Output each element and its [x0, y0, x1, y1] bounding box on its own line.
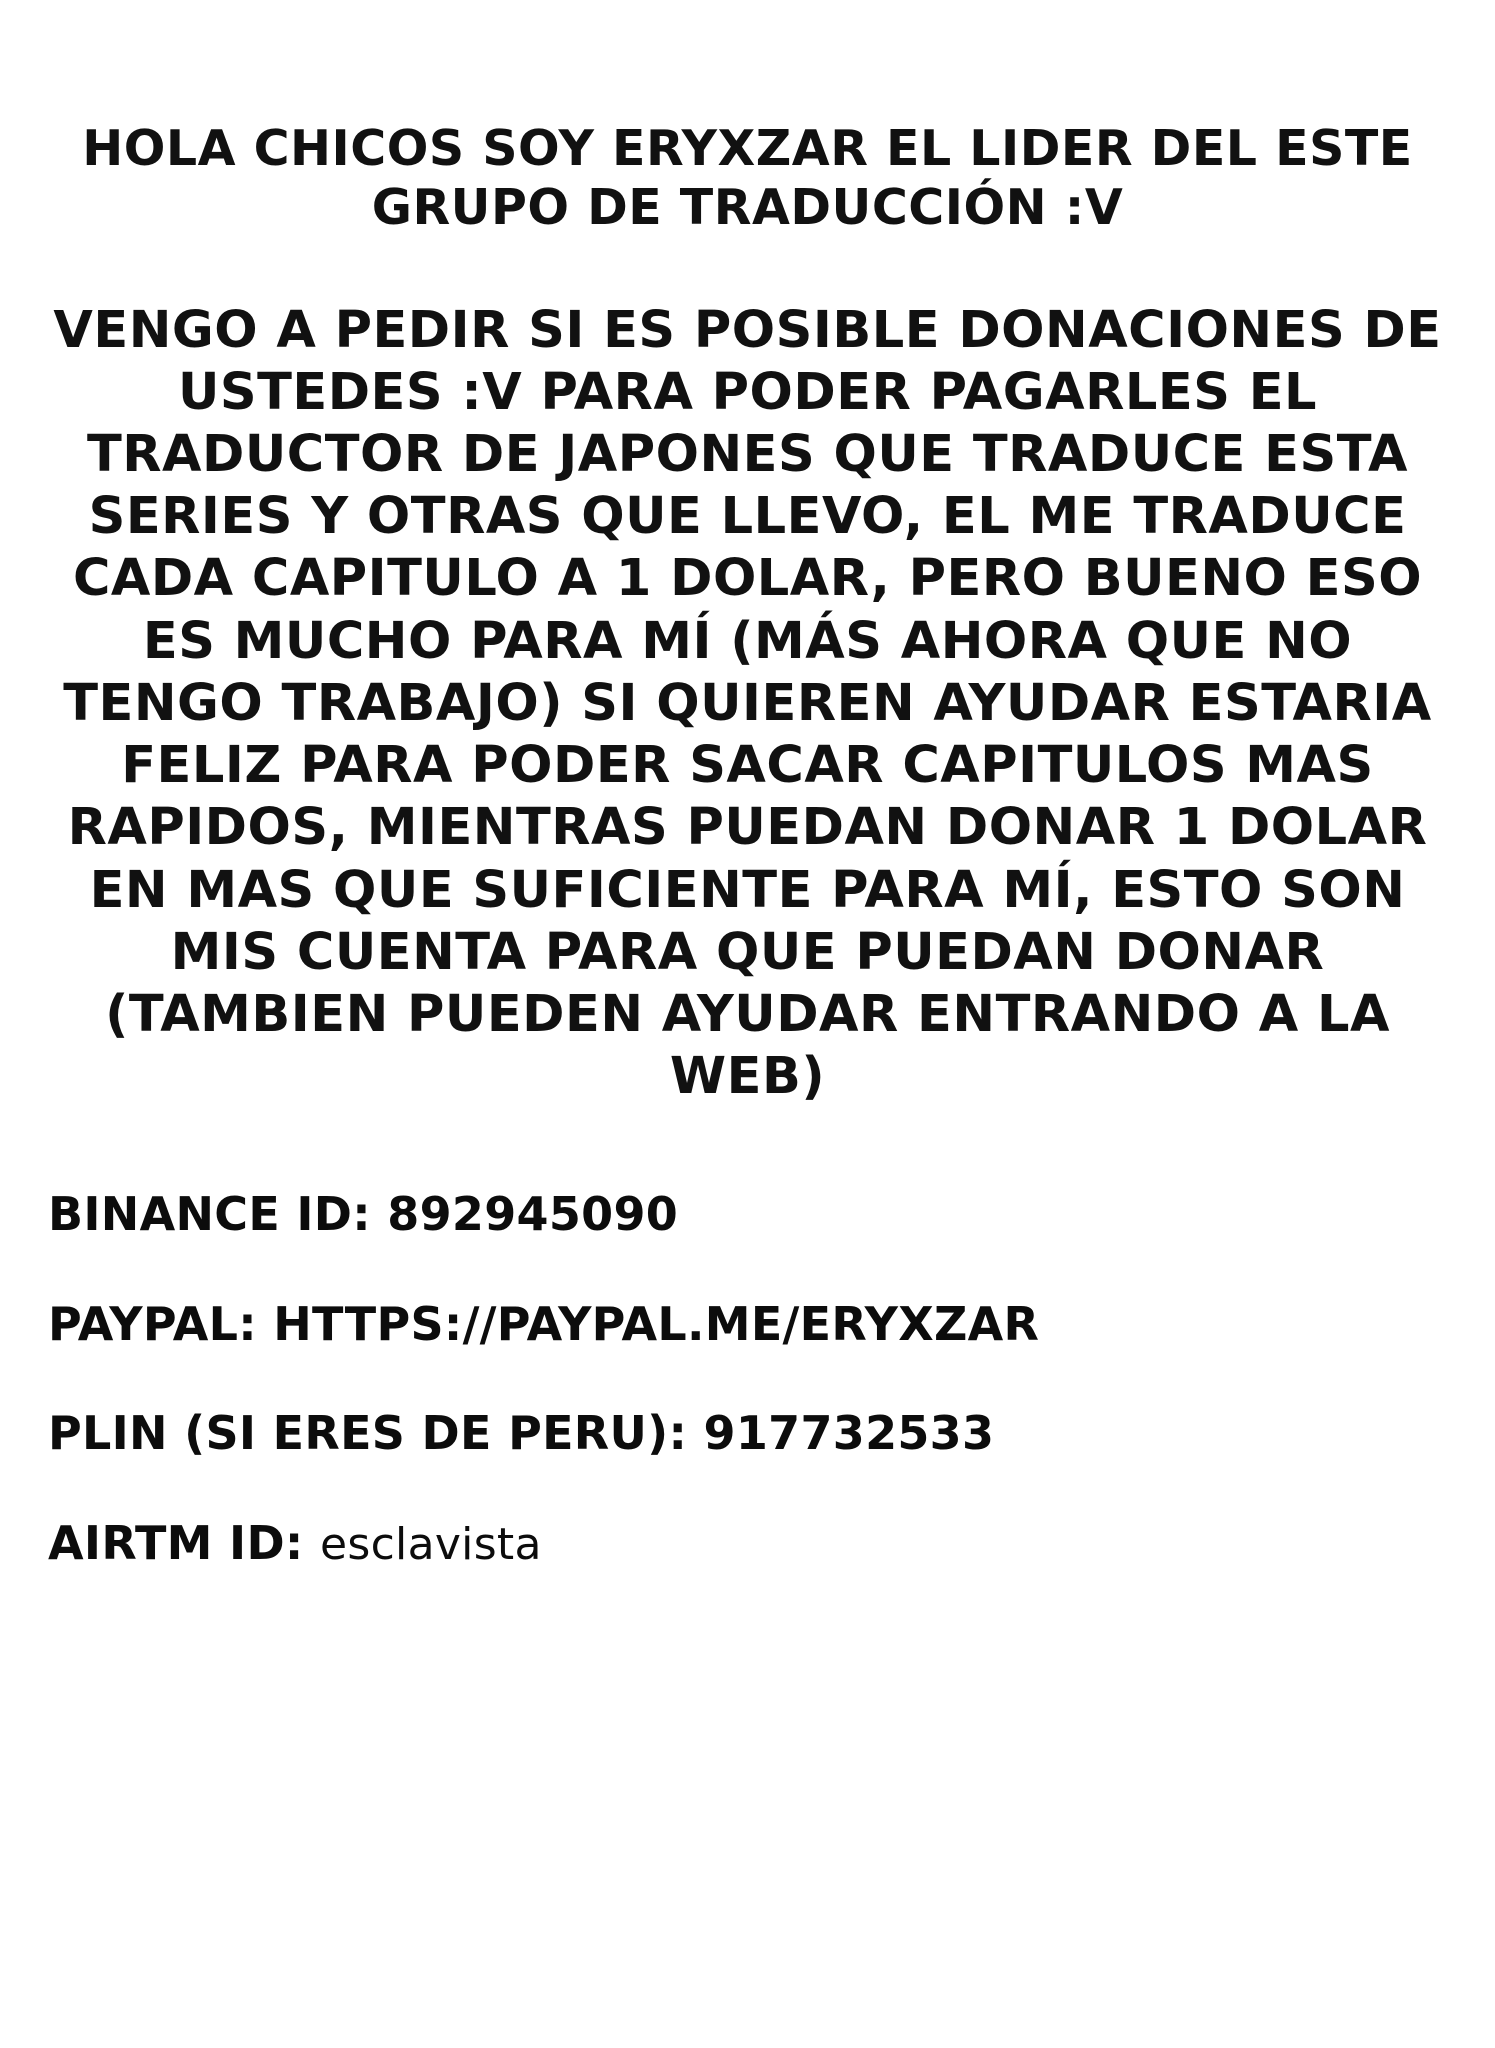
donation-account-binance — [48, 1186, 1447, 1244]
paypal-link-value[interactable]: HTTPS://PAYPAL.ME/ERYXZAR — [273, 1296, 1040, 1351]
plin-label: PLIN (SI ERES DE PERU): — [48, 1406, 688, 1461]
airtm-label: AIRTM ID: — [48, 1515, 304, 1570]
binance-label: BINANCE ID: — [48, 1187, 371, 1242]
announcement-body-text: VENGO A PEDIR SI ES POSIBLE DONACIONES DE USTEDES :V PARA PODER PAGARLES EL TRADUCTOR DE JAPONES QUE TRADUCE ESTA SERIES Y OTRAS QUE LLEVO, EL ME TRADUCE CADA CAPITULO A 1 DOLAR, PERO BUENO ESO ES MUCHO PARA MÍ (MÁS AHORA QUE NO TENGO TRABAJO) SI QUIEREN AYUDAR ESTARIA FELIZ PARA PODER SACAR CAPITULOS MAS RAPIDOS, MIENTRAS PUEDAN DONAR 1 DOLAR EN MAS QUE SUFICIENTE PARA MÍ, ESTO SON MIS CUENTA PARA QUE PUEDAN DONAR (TAMBIEN PUEDEN AYUDAR ENTRANDO A LA WEB) — [53, 300, 1442, 1107]
plin-number-value: 917732533 — [703, 1406, 995, 1461]
donation-accounts-list — [48, 1186, 1447, 1572]
binance-id-value: 892945090 — [387, 1187, 679, 1242]
announcement-intro-text: HOLA CHICOS SOY ERYXZAR EL LIDER DEL ESTE GRUPO DE TRADUCCIÓN :V — [82, 120, 1413, 236]
donation-account-paypal — [48, 1296, 1447, 1354]
paypal-label: PAYPAL: — [48, 1296, 257, 1351]
airtm-id-value: esclavista — [319, 1518, 542, 1570]
donation-account-plin — [48, 1405, 1447, 1463]
donation-account-airtm — [48, 1515, 1447, 1573]
announcement-block — [48, 120, 1447, 1108]
